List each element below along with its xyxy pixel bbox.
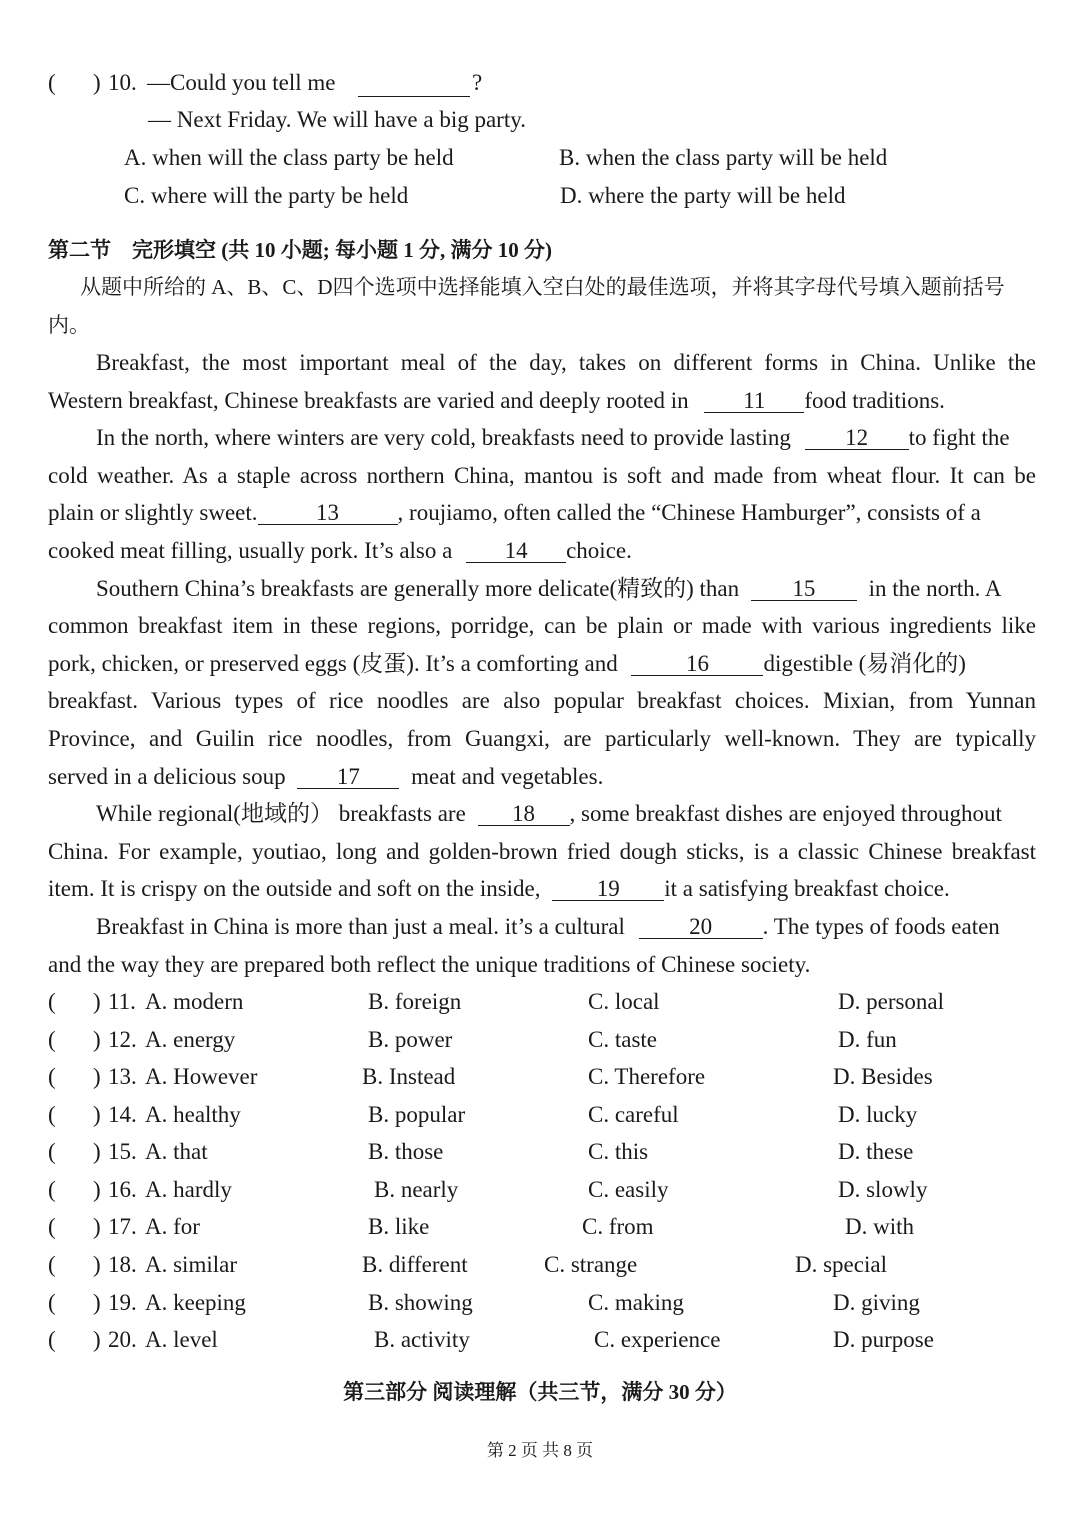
passage-line: common breakfast item in these regions, porridge, can be plain or made with various ingredients like <box>48 613 1036 638</box>
passage-text: it a satisfying breakfast choice. <box>664 876 950 901</box>
passage-line: Province, and Guilin rice noodles, from Guangxi, are particularly well-known. They are typically <box>48 726 1036 751</box>
passage-text: food traditions. <box>804 388 945 413</box>
question-number: 19. <box>108 1290 137 1315</box>
option-c: C. where will the party be held <box>124 183 409 208</box>
answer-blank <box>358 74 470 97</box>
option-a: A. when will the class party be held <box>124 145 454 170</box>
question-number: 18. <box>108 1252 137 1277</box>
option-c: C. careful <box>588 1102 679 1127</box>
passage-text: meat and vegetables. <box>411 764 604 789</box>
answer-paren-close: ) <box>93 1102 101 1127</box>
option-a: A. energy <box>145 1027 236 1052</box>
option-d: D. giving <box>833 1290 920 1315</box>
passage-text: Breakfast in China is more than just a meal. it’s a cultural <box>96 914 625 939</box>
question-number: 20. <box>108 1327 137 1352</box>
option-c: C. from <box>582 1214 654 1239</box>
answer-paren-close: ) <box>93 1027 101 1052</box>
answer-paren-close: ) <box>93 1252 101 1277</box>
section-score: (共 10 小题; 每小题 1 分, 满分 10 分) <box>221 238 552 262</box>
question-number: 13. <box>108 1064 137 1089</box>
answer-paren-open: ( <box>48 1139 56 1164</box>
answer-paren-close: ) <box>93 1064 101 1089</box>
answer-paren-close: ) <box>93 1327 101 1352</box>
blank-11: 11 <box>704 390 804 413</box>
option-a: A. keeping <box>145 1290 246 1315</box>
passage-line: breakfast. Various types of rice noodles are also popular breakfast choices. Mixian, from Yunnan <box>48 688 1036 713</box>
passage-text: cooked meat filling, usually pork. It’s also a <box>48 538 453 563</box>
option-a: A. that <box>145 1139 208 1164</box>
blank-19: 19 <box>552 878 664 901</box>
option-b: B. showing <box>368 1290 473 1315</box>
section-instruction: 从题中所给的 A、B、C、D四个选项中选择能填入空白处的最佳选项，并将其字母代号填入题前括号内。 <box>48 275 1005 337</box>
option-c: C. experience <box>594 1327 721 1352</box>
answer-paren-close: ) <box>93 70 101 95</box>
option-c: C. easily <box>588 1177 669 1202</box>
answer-paren-open: ( <box>48 1252 56 1277</box>
passage-text: choice. <box>566 538 632 563</box>
answer-paren-open: ( <box>48 1027 56 1052</box>
option-d: D. slowly <box>838 1177 928 1202</box>
passage-text: In the north, where winters are very cold, breakfasts need to provide lasting <box>96 425 791 450</box>
answer-paren-open: ( <box>48 1064 56 1089</box>
passage-text: to fight the <box>908 425 1010 450</box>
passage-line <box>48 762 603 792</box>
blank-15: 15 <box>751 578 857 601</box>
page-footer: 第 2 页 共 8 页 <box>486 1441 594 1460</box>
question-number: 10. <box>108 70 137 95</box>
passage-text: served in a delicious soup <box>48 764 286 789</box>
passage-line <box>96 912 1000 942</box>
passage-text: plain or slightly sweet. <box>48 500 258 525</box>
option-c: C. Therefore <box>588 1064 706 1089</box>
passage-text: , roujiamo, often called the “Chinese Hamburger”, consists of a <box>397 500 981 525</box>
option-d: D. with <box>845 1214 914 1239</box>
passage-line <box>48 498 981 528</box>
option-c: C. making <box>588 1290 684 1315</box>
section-heading <box>48 235 552 265</box>
option-b: B. like <box>368 1214 430 1239</box>
passage-text: . The types of foods eaten <box>762 914 1000 939</box>
passage-text: in the north. A <box>868 576 1002 601</box>
option-d: D. Besides <box>833 1064 933 1089</box>
passage-line <box>96 423 1010 453</box>
blank-18: 18 <box>478 803 570 826</box>
option-d: D. lucky <box>838 1102 918 1127</box>
blank-12: 12 <box>805 427 909 450</box>
passage-text: , some breakfast dishes are enjoyed throughout <box>569 801 1002 826</box>
dialogue-reply: — Next Friday. We will have a big party. <box>148 107 526 132</box>
passage-line: and the way they are prepared both reflect the unique traditions of Chinese society. <box>48 952 811 977</box>
answer-paren-close: ) <box>93 1177 101 1202</box>
answer-paren-open: ( <box>48 1102 56 1127</box>
option-d: D. purpose <box>833 1327 934 1352</box>
answer-paren-open: ( <box>48 70 56 95</box>
passage-text: Southern China’s breakfasts are generally more delicate(精致的) than <box>96 576 740 601</box>
option-b: B. activity <box>374 1327 470 1352</box>
option-c: C. this <box>588 1139 649 1164</box>
option-b: B. different <box>362 1252 468 1277</box>
option-b: B. foreign <box>368 989 462 1014</box>
option-b: B. when the class party will be held <box>559 145 888 170</box>
option-b: B. power <box>368 1027 453 1052</box>
option-d: D. these <box>838 1139 914 1164</box>
option-a: A. modern <box>145 989 244 1014</box>
answer-paren-open: ( <box>48 1327 56 1352</box>
option-c: C. taste <box>588 1027 657 1052</box>
question-number: 12. <box>108 1027 137 1052</box>
question-number: 17. <box>108 1214 137 1239</box>
question-number: 14. <box>108 1102 137 1127</box>
blank-13: 13 <box>258 502 398 525</box>
option-d: D. fun <box>838 1027 897 1052</box>
answer-paren-close: ) <box>93 989 101 1014</box>
passage-line: cold weather. As a staple across northern China, mantou is soft and made from wheat flour. It can be <box>48 463 1036 488</box>
passage-text: pork, chicken, or preserved eggs (皮蛋). It’s a comforting and <box>48 651 618 676</box>
option-c: C. local <box>588 989 660 1014</box>
blank-14: 14 <box>466 540 566 563</box>
question-stem: —Could you tell me <box>147 70 336 95</box>
answer-paren-open: ( <box>48 1177 56 1202</box>
blank-17: 17 <box>297 766 399 789</box>
passage-line <box>48 536 632 566</box>
passage-text: While regional(地域的） breakfasts are <box>96 801 466 826</box>
question-number: 11. <box>108 989 136 1014</box>
answer-paren-close: ) <box>93 1290 101 1315</box>
blank-20: 20 <box>639 916 763 939</box>
option-a: A. However <box>145 1064 258 1089</box>
passage-text: Western breakfast, Chinese breakfasts are varied and deeply rooted in <box>48 388 689 413</box>
option-a: A. level <box>145 1327 218 1352</box>
option-b: B. Instead <box>362 1064 456 1089</box>
answer-paren-close: ) <box>93 1214 101 1239</box>
option-a: A. healthy <box>145 1102 241 1127</box>
part3-heading: 第三部分 阅读理解（共三节，满分 30 分） <box>343 1380 737 1404</box>
passage-line <box>96 574 1002 604</box>
passage-line <box>96 799 1002 829</box>
answer-paren-open: ( <box>48 1214 56 1239</box>
section-title: 第二节 完形填空 <box>48 238 216 262</box>
passage-line: China. For example, youtiao, long and golden-brown fried dough sticks, is a classic Chinese breakfast <box>48 839 1036 864</box>
passage-line <box>48 386 945 416</box>
blank-16: 16 <box>631 653 763 676</box>
option-d: D. where the party will be held <box>560 183 846 208</box>
option-c: C. strange <box>544 1252 638 1277</box>
question-number: 15. <box>108 1139 137 1164</box>
passage-text: digestible (易消化的) <box>763 651 966 676</box>
question-mark: ? <box>472 70 483 95</box>
option-d: D. personal <box>838 989 945 1014</box>
option-d: D. special <box>795 1252 887 1277</box>
option-b: B. those <box>368 1139 444 1164</box>
answer-paren-open: ( <box>48 1290 56 1315</box>
option-a: A. similar <box>145 1252 237 1277</box>
option-a: A. for <box>145 1214 200 1239</box>
passage-line: Breakfast, the most important meal of the day, takes on different forms in China. Unlike the <box>96 350 1036 375</box>
option-a: A. hardly <box>145 1177 232 1202</box>
option-b: B. popular <box>368 1102 466 1127</box>
passage-line <box>48 874 950 904</box>
answer-paren-open: ( <box>48 989 56 1014</box>
answer-paren-close: ) <box>93 1139 101 1164</box>
passage-text: item. It is crispy on the outside and soft on the inside, <box>48 876 541 901</box>
question-number: 16. <box>108 1177 137 1202</box>
passage-line <box>48 649 966 679</box>
option-b: B. nearly <box>374 1177 459 1202</box>
